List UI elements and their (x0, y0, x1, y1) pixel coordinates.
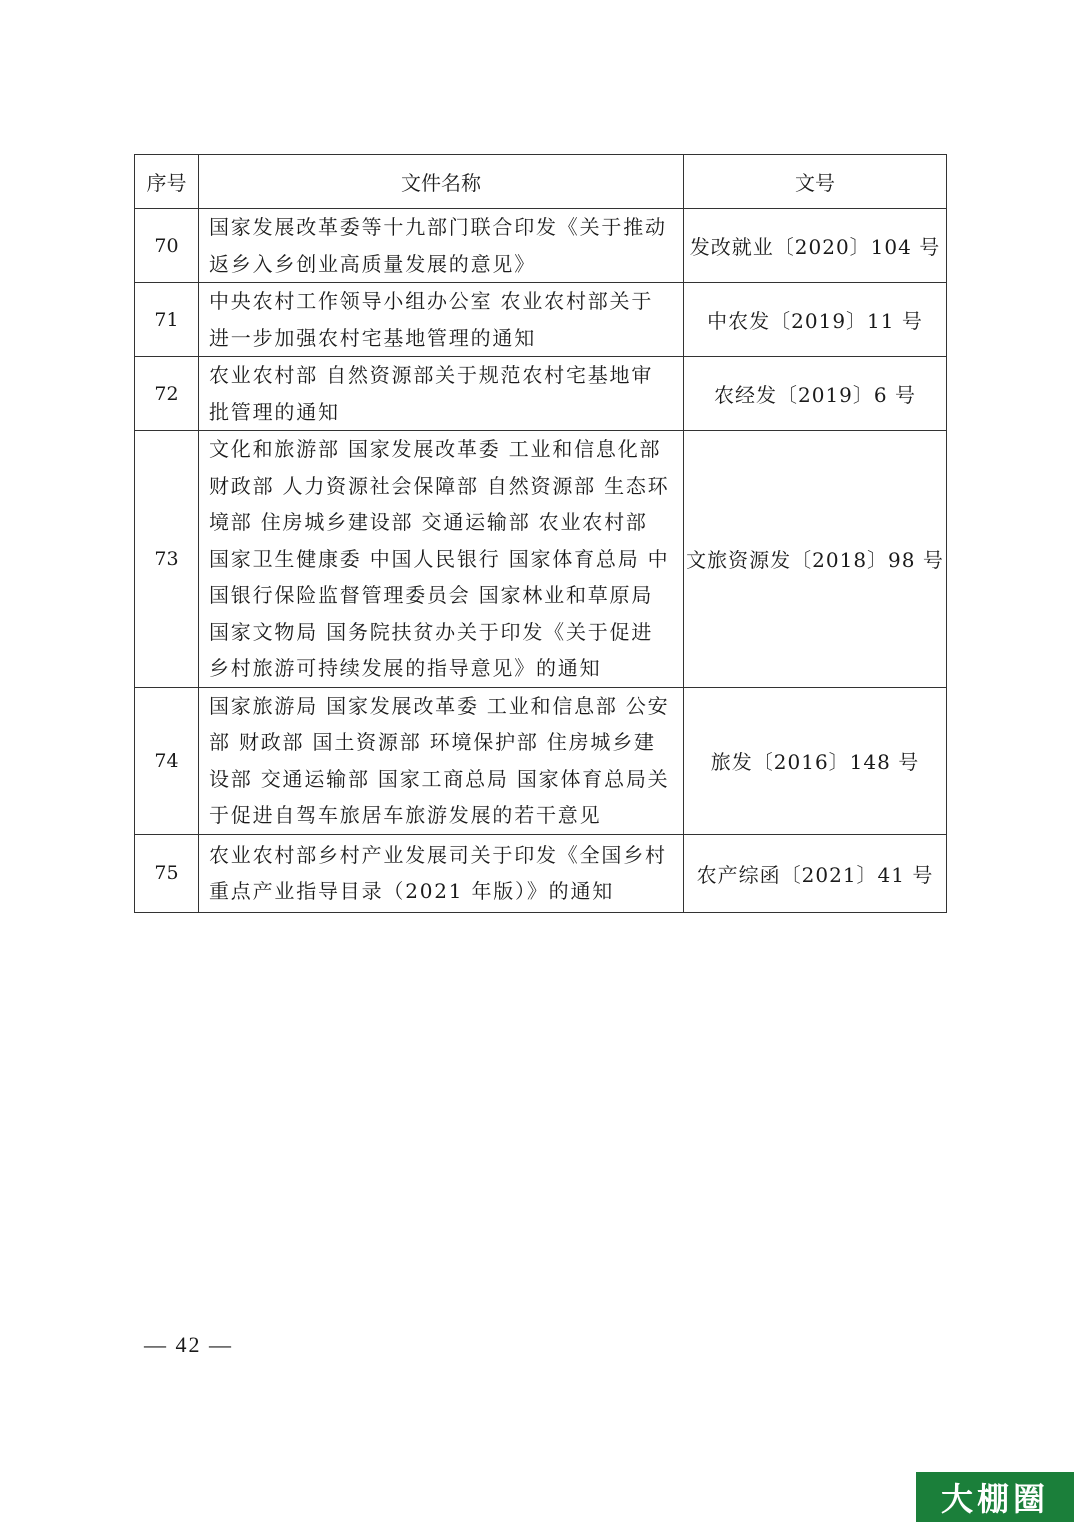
row-doc-number: 农经发〔2019〕6 号 (684, 357, 947, 431)
table-row (135, 431, 947, 688)
row-doc-number: 旅发〔2016〕148 号 (684, 687, 947, 834)
row-doc-number: 中农发〔2019〕11 号 (684, 283, 947, 357)
document-table (134, 154, 947, 913)
row-doc-number: 发改就业〔2020〕104 号 (684, 209, 947, 283)
table-header-row (135, 155, 947, 209)
header-doc-number: 文号 (684, 155, 947, 209)
header-serial: 序号 (135, 155, 199, 209)
row-serial: 74 (135, 687, 199, 834)
row-file-name: 农业农村部乡村产业发展司关于印发《全国乡村重点产业指导目录（2021 年版）》的通知 (199, 834, 684, 912)
watermark-logo (916, 1472, 1074, 1522)
row-serial: 73 (135, 431, 199, 688)
table-row (135, 283, 947, 357)
header-file-name: 文件名称 (199, 155, 684, 209)
row-serial: 72 (135, 357, 199, 431)
watermark-text: 大棚圈 (940, 1480, 1049, 1518)
page-number: — 42 — (144, 1332, 233, 1357)
row-doc-number: 农产综函〔2021〕41 号 (684, 834, 947, 912)
row-serial: 71 (135, 283, 199, 357)
row-file-name: 农业农村部 自然资源部关于规范农村宅基地审批管理的通知 (199, 357, 684, 431)
row-file-name: 国家旅游局 国家发展改革委 工业和信息部 公安部 财政部 国土资源部 环境保护部 住房城乡建设部 交通运输部 国家工商总局 国家体育总局关于促进自驾车旅居车旅游发展的若干意见 (199, 687, 684, 834)
row-file-name: 中央农村工作领导小组办公室 农业农村部关于进一步加强农村宅基地管理的通知 (199, 283, 684, 357)
row-file-name: 国家发展改革委等十九部门联合印发《关于推动返乡入乡创业高质量发展的意见》 (199, 209, 684, 283)
row-serial: 70 (135, 209, 199, 283)
table-row (135, 357, 947, 431)
row-doc-number: 文旅资源发〔2018〕98 号 (684, 431, 947, 688)
table-row (135, 834, 947, 912)
row-file-name: 文化和旅游部 国家发展改革委 工业和信息化部 财政部 人力资源社会保障部 自然资源部 生态环境部 住房城乡建设部 交通运输部 农业农村部 国家卫生健康委 中国人民银行 国家体育总局 中国银行保险监督管理委员会 国家林业和草原局 国家文物局 国务院扶贫办关于印发《关于促进乡村旅游可持续发展的指导意见》的通知 (199, 431, 684, 688)
table-row (135, 687, 947, 834)
table-row (135, 209, 947, 283)
row-serial: 75 (135, 834, 199, 912)
